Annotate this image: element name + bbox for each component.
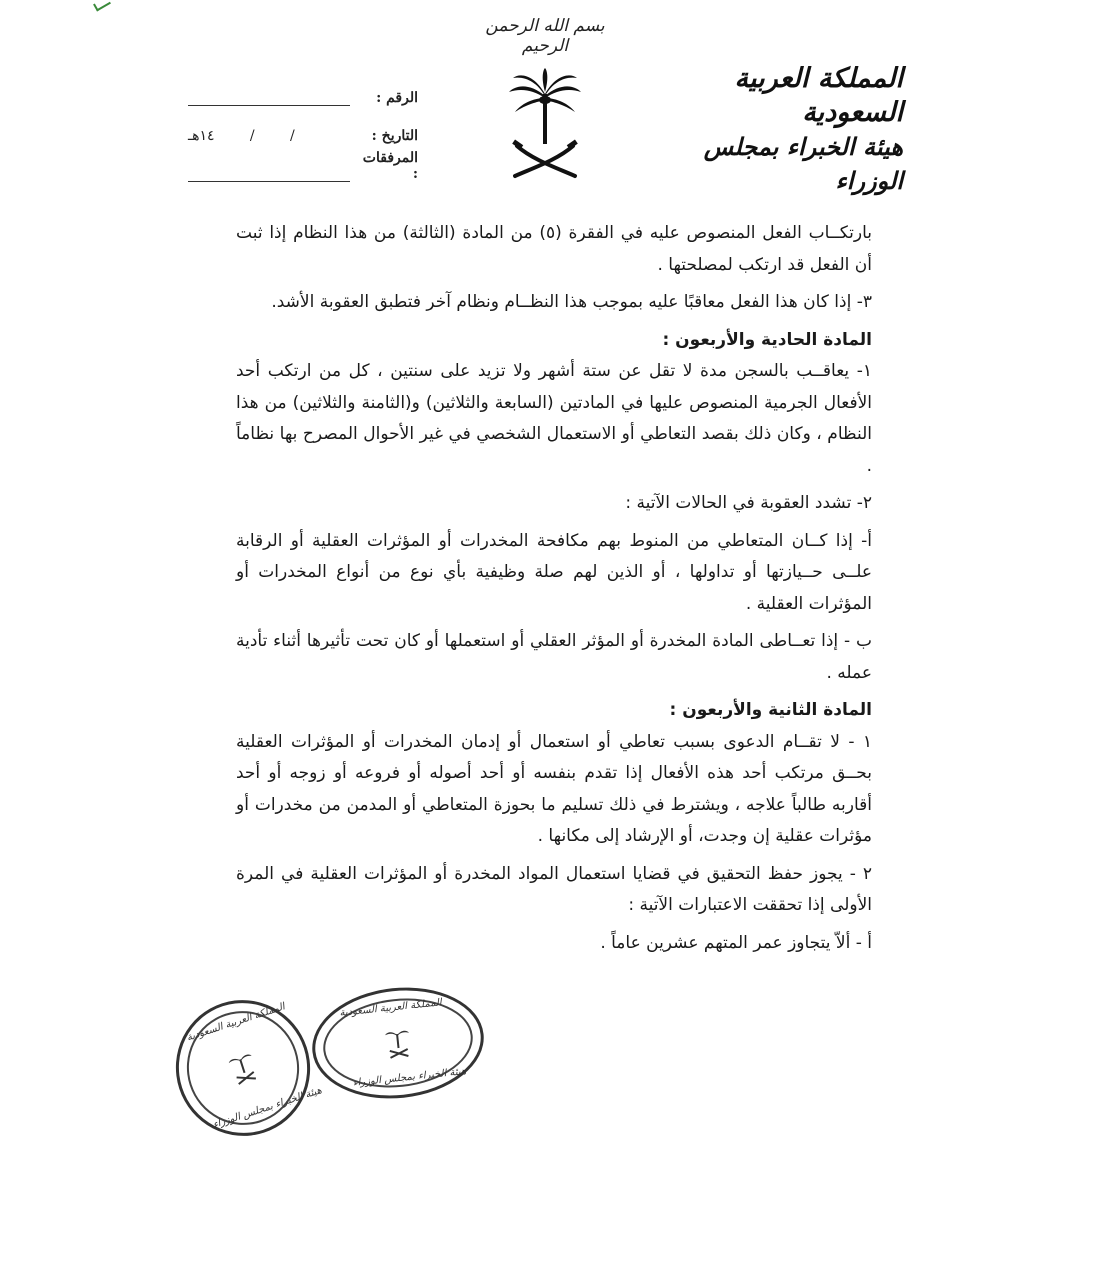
paragraph-article-42-clause-2: ٢ - يجوز حفظ التحقيق في قضايا استعمال المواد المخدرة أو المؤثرات العقلية في المرة الأولى إذا تحققت الاعتبارات الآتية : bbox=[236, 863, 872, 915]
attachments-row bbox=[188, 144, 418, 182]
seal-bottom-text: هيئة الخبراء بمجلس الوزراء bbox=[352, 1066, 467, 1089]
paragraph-article-41-clause-2b: ب - إذا تعــاطى المادة المخدرة أو المؤثر العقلي أو استعملها أو كان تحت تأثيرها أثناء تأدية عمله . bbox=[236, 631, 872, 683]
date-value bbox=[188, 128, 350, 144]
article-41-heading: المادة الحادية والأربعون : bbox=[662, 329, 872, 350]
paragraph-article-41-clause-1: ١- يعاقــب بالسجن مدة لا تقل عن ستة أشهر ولا تزيد على سنتين ، كل من ارتكب أحد الأفعال الجرمية المنصوص عليها في المادتين (السابعة والثلاثين) و(الثامنة والثلاثين) من هذا النظام ، وكان ذلك بقصد التعاطي أو الاستعمال الشخصي في غير الأحوال المصرح بها نظاماً . bbox=[236, 361, 872, 476]
paragraph-article-41-clause-2a: أ- إذا كــان المتعاطي من المنوط بهم مكافحة المخدرات أو المؤثرات العقلية أو الرقابة علــى حــيازتها أو تداولها ، أو الذين لهم صلة وظيفية بأي نوع من أنواع المخدرات أو المؤثرات العقلية . bbox=[236, 530, 872, 614]
date-row bbox=[188, 106, 418, 144]
article-42-heading: المادة الثانية والأربعون : bbox=[669, 700, 872, 720]
seal-bottom-text: هيئة الخبراء بمجلس الوزراء bbox=[211, 1085, 324, 1131]
date-slash-2: / bbox=[249, 128, 255, 144]
date-year-suffix: ١٤هـ bbox=[188, 128, 215, 144]
reference-number-row bbox=[188, 68, 418, 106]
reference-block bbox=[188, 68, 418, 182]
second-seal-stamp bbox=[158, 983, 327, 1154]
paragraph-article-42-clause-1: ١ - لا تقــام الدعوى بسبب تعاطي أو استعمال أو إدمان المخدرات أو المؤثرات العقلية بحــق مرتكب أحد هذه الأفعال إذا تقدم بنفسه أو أحد أصوله أو فروعه أو زوجه أو أحد أقاربه طالباً علاجه ، ويشترط في ذلك تسليم ما بحوزة المتعاطي أو المدمن من مخدرات أو مؤثرات عقلية إن وجدت، أو الإرشاد إلى مكانها . bbox=[236, 731, 872, 846]
basmala: بسم الله الرحمن الرحيم bbox=[485, 16, 605, 56]
attachments-label: المرفقات : bbox=[362, 150, 418, 182]
authority-name: هيئة الخبراء بمجلس الوزراء bbox=[703, 132, 903, 195]
reference-number-line bbox=[188, 89, 350, 106]
reference-number-label: الرقم : bbox=[376, 90, 418, 106]
corner-check-mark bbox=[93, 0, 111, 11]
seal-top-text: المملكة العربية السعودية bbox=[185, 1001, 287, 1044]
date-label: التاريخ : bbox=[371, 128, 418, 144]
palm-swords-emblem-icon bbox=[505, 68, 585, 180]
attachments-line bbox=[188, 165, 350, 182]
letterhead-title bbox=[643, 62, 903, 198]
document-body bbox=[236, 218, 872, 965]
paragraph-article-42-clause-2a: أ - ألاّ يتجاوز عمر المتهم عشرين عاماً . bbox=[600, 932, 872, 953]
paragraph-continuation: بارتكــاب الفعل المنصوص عليه في الفقرة (٥) من المادة (الثالثة) من هذا النظام إذا ثبت أن الفعل قد ارتكب لمصلحتها . bbox=[236, 223, 872, 275]
paragraph-clause-3: ٣- إذا كان هذا الفعل معاقبًا عليه بموجب هذا النظــام ونظام آخر فتطبق العقوبة الأشد. bbox=[271, 292, 872, 312]
paragraph-article-41-clause-2: ٢- تشدد العقوبة في الحالات الآتية : bbox=[625, 493, 872, 513]
date-slash-1: / bbox=[289, 128, 295, 144]
seal-top-text: المملكة العربية السعودية bbox=[339, 997, 443, 1019]
official-seal-stamp bbox=[307, 979, 490, 1106]
kingdom-name: المملكة العربية السعودية bbox=[734, 63, 903, 128]
